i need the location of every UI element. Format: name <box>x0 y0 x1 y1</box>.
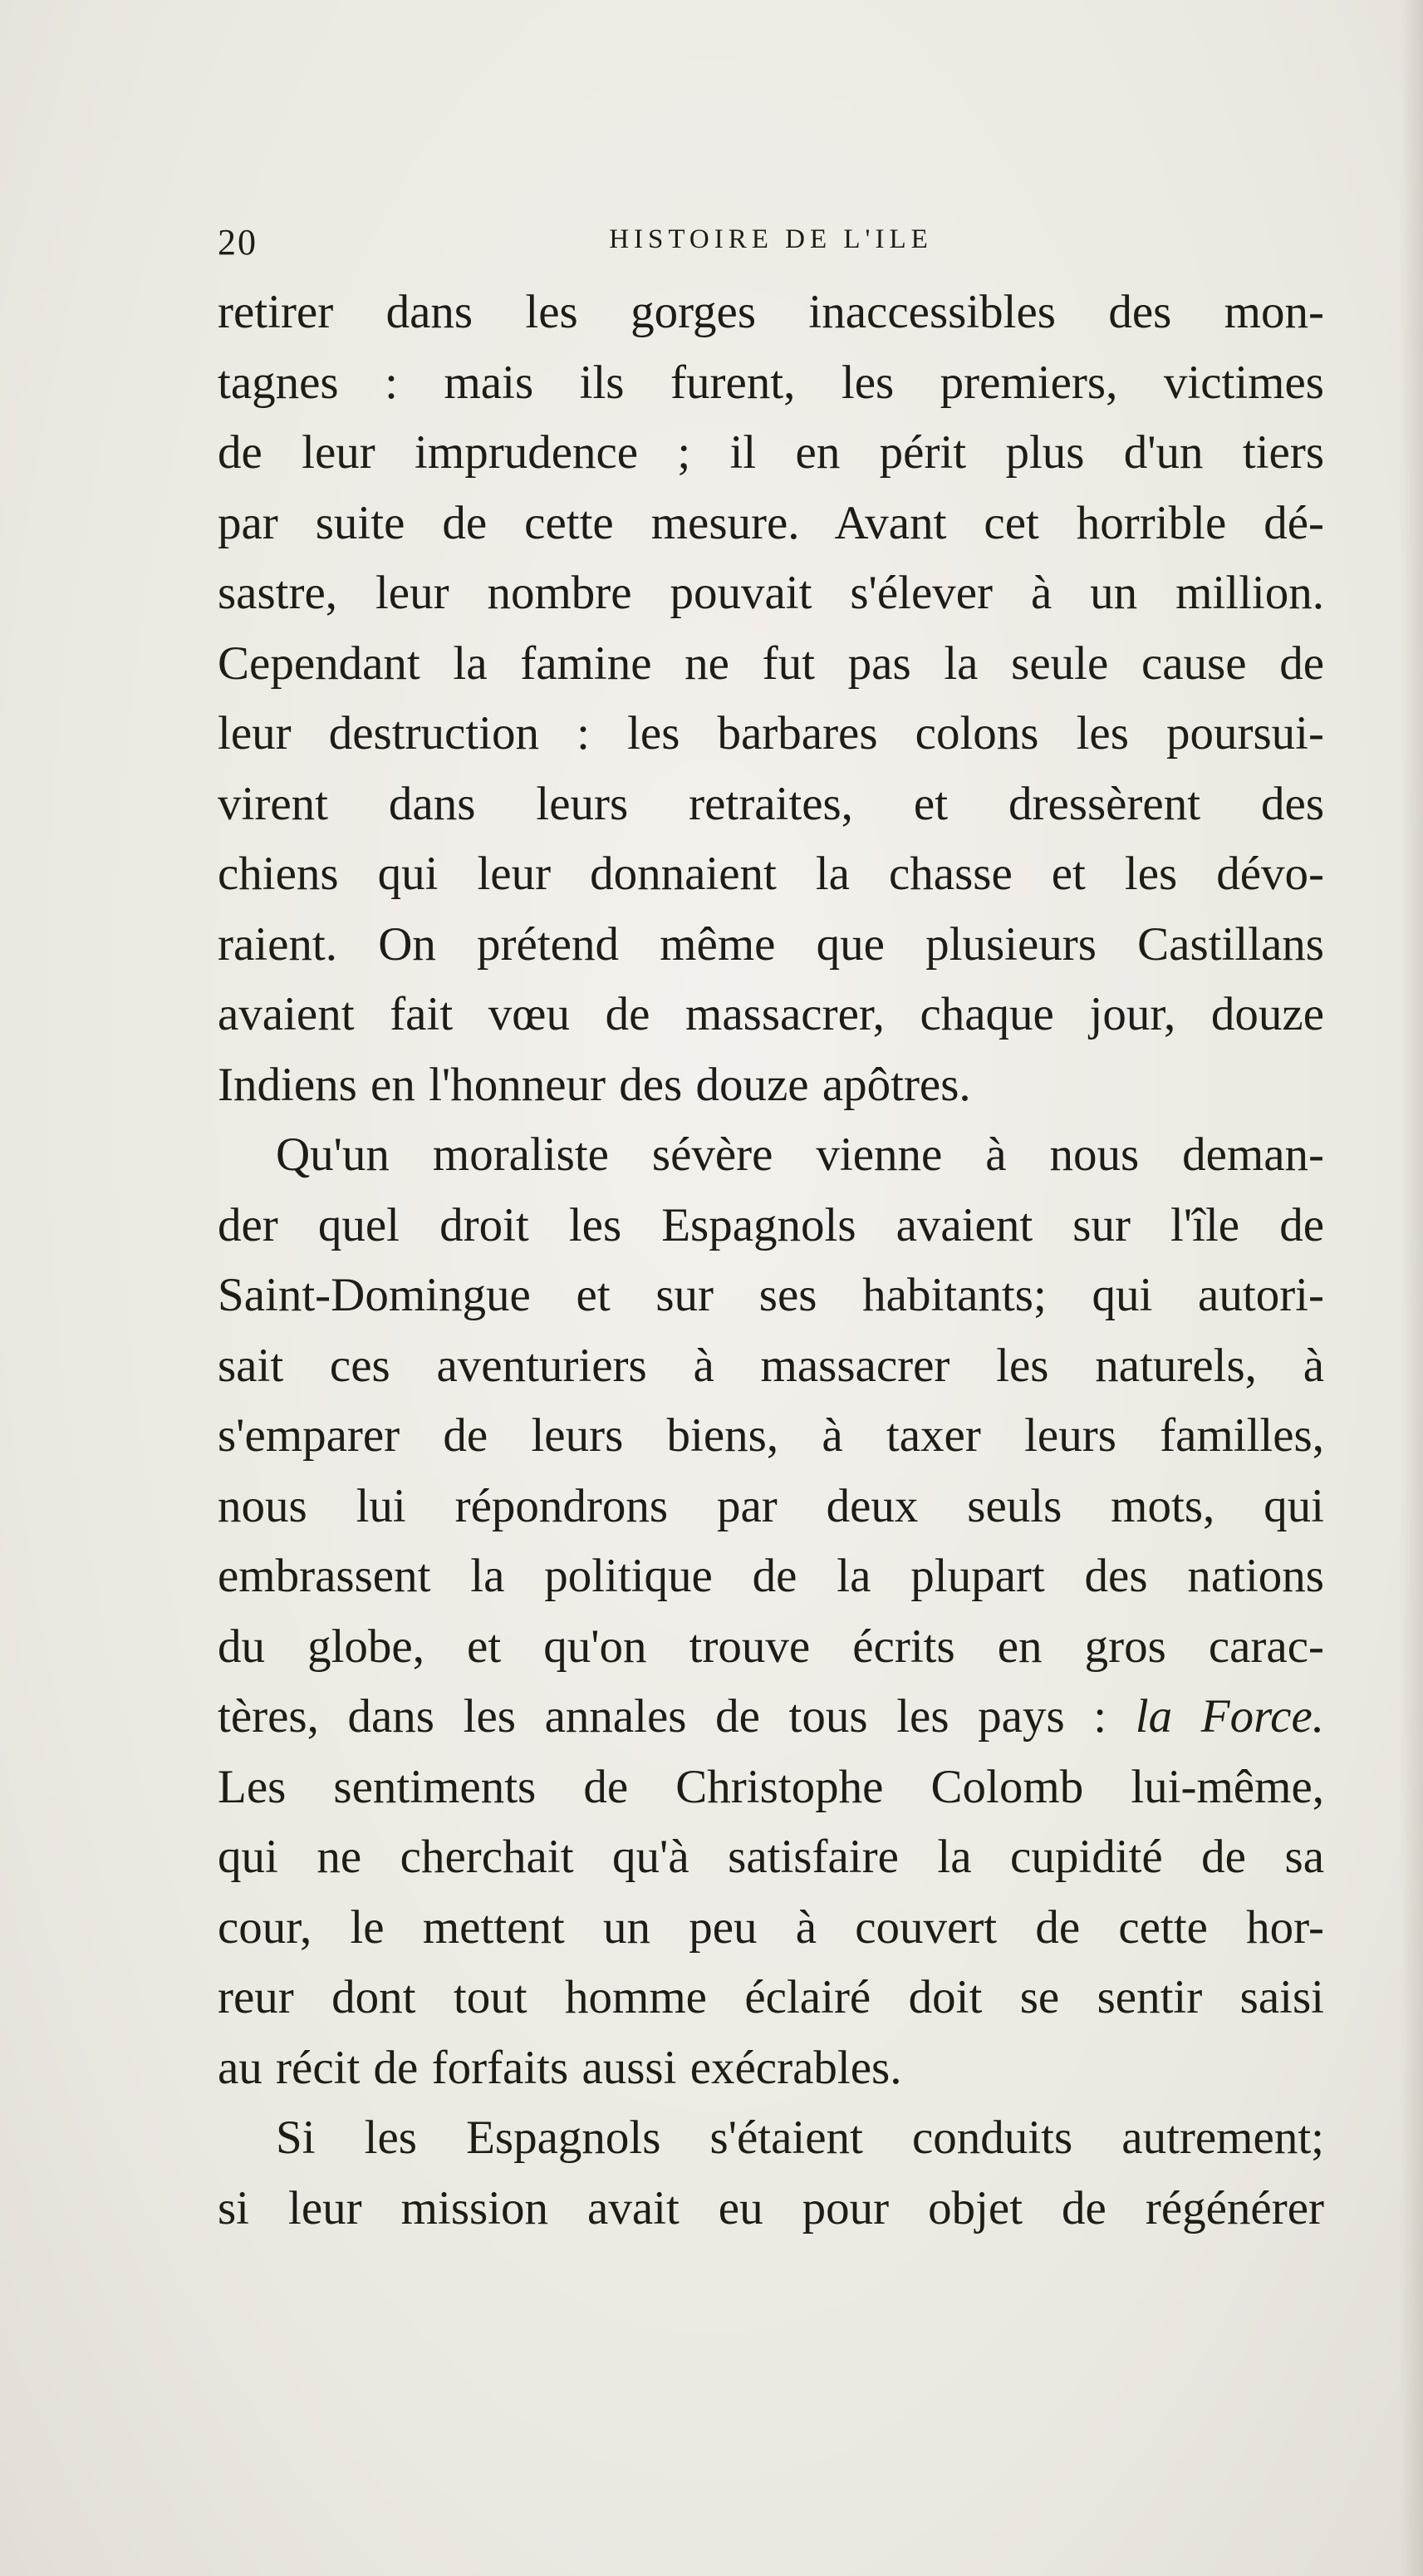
running-head <box>218 221 1324 263</box>
text-line: de leur imprudence ; il en périt plus d'un tiers <box>218 426 1324 479</box>
text-line: par suite de cette mesure. Avant cet horrible dé- <box>218 496 1324 549</box>
page-number: 20 <box>218 222 258 263</box>
running-title: HISTOIRE DE L'ILE <box>609 224 933 254</box>
text-line: au récit de forfaits aussi exécrables. <box>218 2041 902 2094</box>
text-line: si leur mission avait eu pour objet de régénérer <box>218 2181 1324 2234</box>
text-line: avaient fait vœu de massacrer, chaque jour, douze <box>218 988 1324 1040</box>
text-line: Saint-Domingue et sur ses habitants; qui autori- <box>218 1269 1324 1321</box>
body-text <box>218 278 1324 2244</box>
text-line: sait ces aventuriers à massacrer les naturels, à <box>218 1339 1324 1392</box>
text-line: embrassent la politique de la plupart des nations <box>218 1550 1324 1602</box>
italic-emphasis: la Force. <box>1135 1690 1324 1743</box>
text-line: raient. On prétend même que plusieurs Castillans <box>218 917 1324 971</box>
text-line: cour, le mettent un peu à couvert de cette hor- <box>218 1900 1324 1954</box>
text-line: nous lui répondrons par deux seuls mots, qui <box>218 1479 1324 1532</box>
text-line <box>218 1682 1324 1753</box>
paragraph-first-line: Qu'un moraliste sévère vienne à nous deman- <box>276 1128 1324 1181</box>
text-line: der quel droit les Espagnols avaient sur l'île de <box>218 1198 1324 1251</box>
text-line: qui ne cherchait qu'à satisfaire la cupidité de sa <box>218 1831 1324 1883</box>
text-line: du globe, et qu'on trouve écrits en gros carac- <box>218 1620 1324 1673</box>
text-line: retirer dans les gorges inaccessibles des mon- <box>218 286 1324 338</box>
text-line: chiens qui leur donnaient la chasse et les dévo- <box>218 848 1324 900</box>
text-line: reur dont tout homme éclairé doit se sentir saisi <box>218 1971 1324 2023</box>
page-edge-shadow <box>1400 0 1423 2576</box>
text-line: sastre, leur nombre pouvait s'élever à un million. <box>218 567 1324 619</box>
text-line: Les sentiments de Christophe Colomb lui-même, <box>218 1760 1324 1813</box>
paragraph-first-line: Si les Espagnols s'étaient conduits autrement; <box>276 2111 1324 2164</box>
text-line: leur destruction : les barbares colons les poursui- <box>218 707 1324 760</box>
text-line: tagnes : mais ils furent, les premiers, victimes <box>218 356 1324 409</box>
text-segment: tères, dans les annales de tous les pays : <box>218 1690 1107 1743</box>
text-line: s'emparer de leurs biens, à taxer leurs familles, <box>218 1409 1324 1462</box>
text-line: Cependant la famine ne fut pas la seule cause de <box>218 637 1324 690</box>
text-line: virent dans leurs retraites, et dressèrent des <box>218 777 1324 830</box>
text-line: Indiens en l'honneur des douze apôtres. <box>218 1058 971 1111</box>
